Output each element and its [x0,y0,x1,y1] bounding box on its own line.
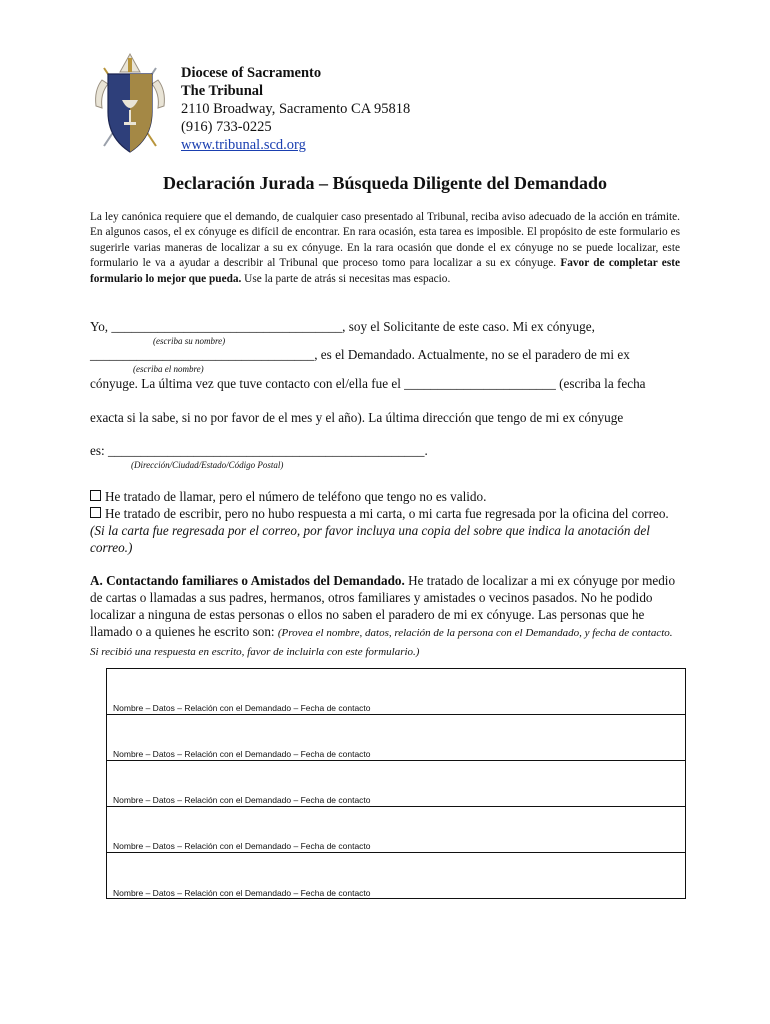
checkbox-call[interactable] [90,490,101,501]
page-title: Declaración Jurada – Búsqueda Diligente del Demandado [162,173,608,193]
row-label: Nombre – Datos – Relación con el Demandado – Fecha de contacto [113,703,371,713]
section-a-heading: A. Contactando familiares o Amistados del Demandado. [90,573,405,588]
hint-spouse-name: (escriba el nombre) [133,364,204,374]
phone: (916) 733-0225 [181,119,272,135]
checkbox-item-call [90,488,680,505]
intro-paragraph [90,210,680,287]
section-a-note: (Provea el nombre, datos, relación de la persona con el Demandado, y fecha de contacto. Si recibió una respuesta en escrito, favor de incluirla con este formulario.) [90,627,673,658]
row-label: Nombre – Datos – Relación con el Demandado – Fecha de contacto [113,749,371,759]
dept-name: The Tribunal [181,83,264,99]
table-row[interactable] [107,853,685,899]
intro-text: La ley canónica requiere que el demando, de cualquier caso presentado al Tribunal, reciba aviso adecuado de la acción en trámite. En algunos casos, el ex cónyuge es difícil de encontrar. En rara ocasión, esta tarea es imposible. El propósito de este formulario es sugerirle varias maneras de localizar a su ex cónyuge. En la rara ocasión que donde el ex cónyuge no se puede localizar, este formulario le va a ayudar a describir al Tribunal que proceso tomo para localizar a su ex cónyuge. [90,211,680,270]
checkbox-write[interactable] [90,507,101,518]
contacts-table [106,668,686,899]
checkbox-item-write [90,505,680,556]
row-label: Nombre – Datos – Relación con el Demandado – Fecha de contacto [113,841,371,851]
statement-line-4: exacta si la sabe, si no por favor de el mes y el año). La última dirección que tengo de mi ex cónyuge [90,410,624,425]
row-label: Nombre – Datos – Relación con el Demandado – Fecha de contacto [113,795,371,805]
statement-line-1: Yo, ___________________________________, soy el Solicitante de este caso. Mi ex cónyuge, [90,319,595,334]
checkbox-call-label: He tratado de llamar, pero el número de teléfono que tengo no es valido. [105,489,487,504]
statement-line-3: cónyuge. La última vez que tuve contacto con el/ella fue el _______________________ (escriba la fecha [90,376,646,391]
statement-line-5: es: ________________________________________________. [90,443,428,458]
table-row[interactable] [107,669,685,715]
intro-end-text: Use la parte de atrás si necesitas mas espacio. [241,272,451,285]
website-link-wrap [181,136,306,154]
intro-emphasis: Favor de completar este formulario lo mejor que pueda. [90,257,680,285]
hint-your-name: (escriba su nombre) [153,336,226,346]
section-a-paragraph [90,572,680,661]
address: 2110 Broadway, Sacramento CA 95818 [181,101,411,117]
checkbox-write-label: He tratado de escribir, pero no hubo respuesta a mi carta, o mi carta fue regresada por la oficina del correo. [105,506,669,521]
checkbox-write-note: (Si la carta fue regresada por el correo, por favor incluya una copia del sobre que indica la anotación del correo.) [90,523,650,555]
diocese-crest-logo [90,50,170,158]
table-row[interactable] [107,807,685,853]
statement-line-2: __________________________________, es el Demandado. Actualmente, no se el paradero de mi ex [90,347,630,362]
table-row[interactable] [107,761,685,807]
row-label: Nombre – Datos – Relación con el Demandado – Fecha de contacto [113,888,371,898]
hint-address: (Dirección/Ciudad/Estado/Código Postal) [131,460,284,470]
section-a-text: He tratado de localizar a mi ex cónyuge por medio de cartas o llamadas a sus padres, hermanos, otros familiares y amistades o vecinos pasados. No he podido localizar a ninguna de estas personas o ellos no saben el paradero de mi ex cónyuge. Las personas que he llamado o a quienes he escrito son: [90,573,676,639]
org-name: Diocese of Sacramento [181,65,322,81]
table-row[interactable] [107,715,685,761]
website-link[interactable]: www.tribunal.scd.org [181,137,306,153]
